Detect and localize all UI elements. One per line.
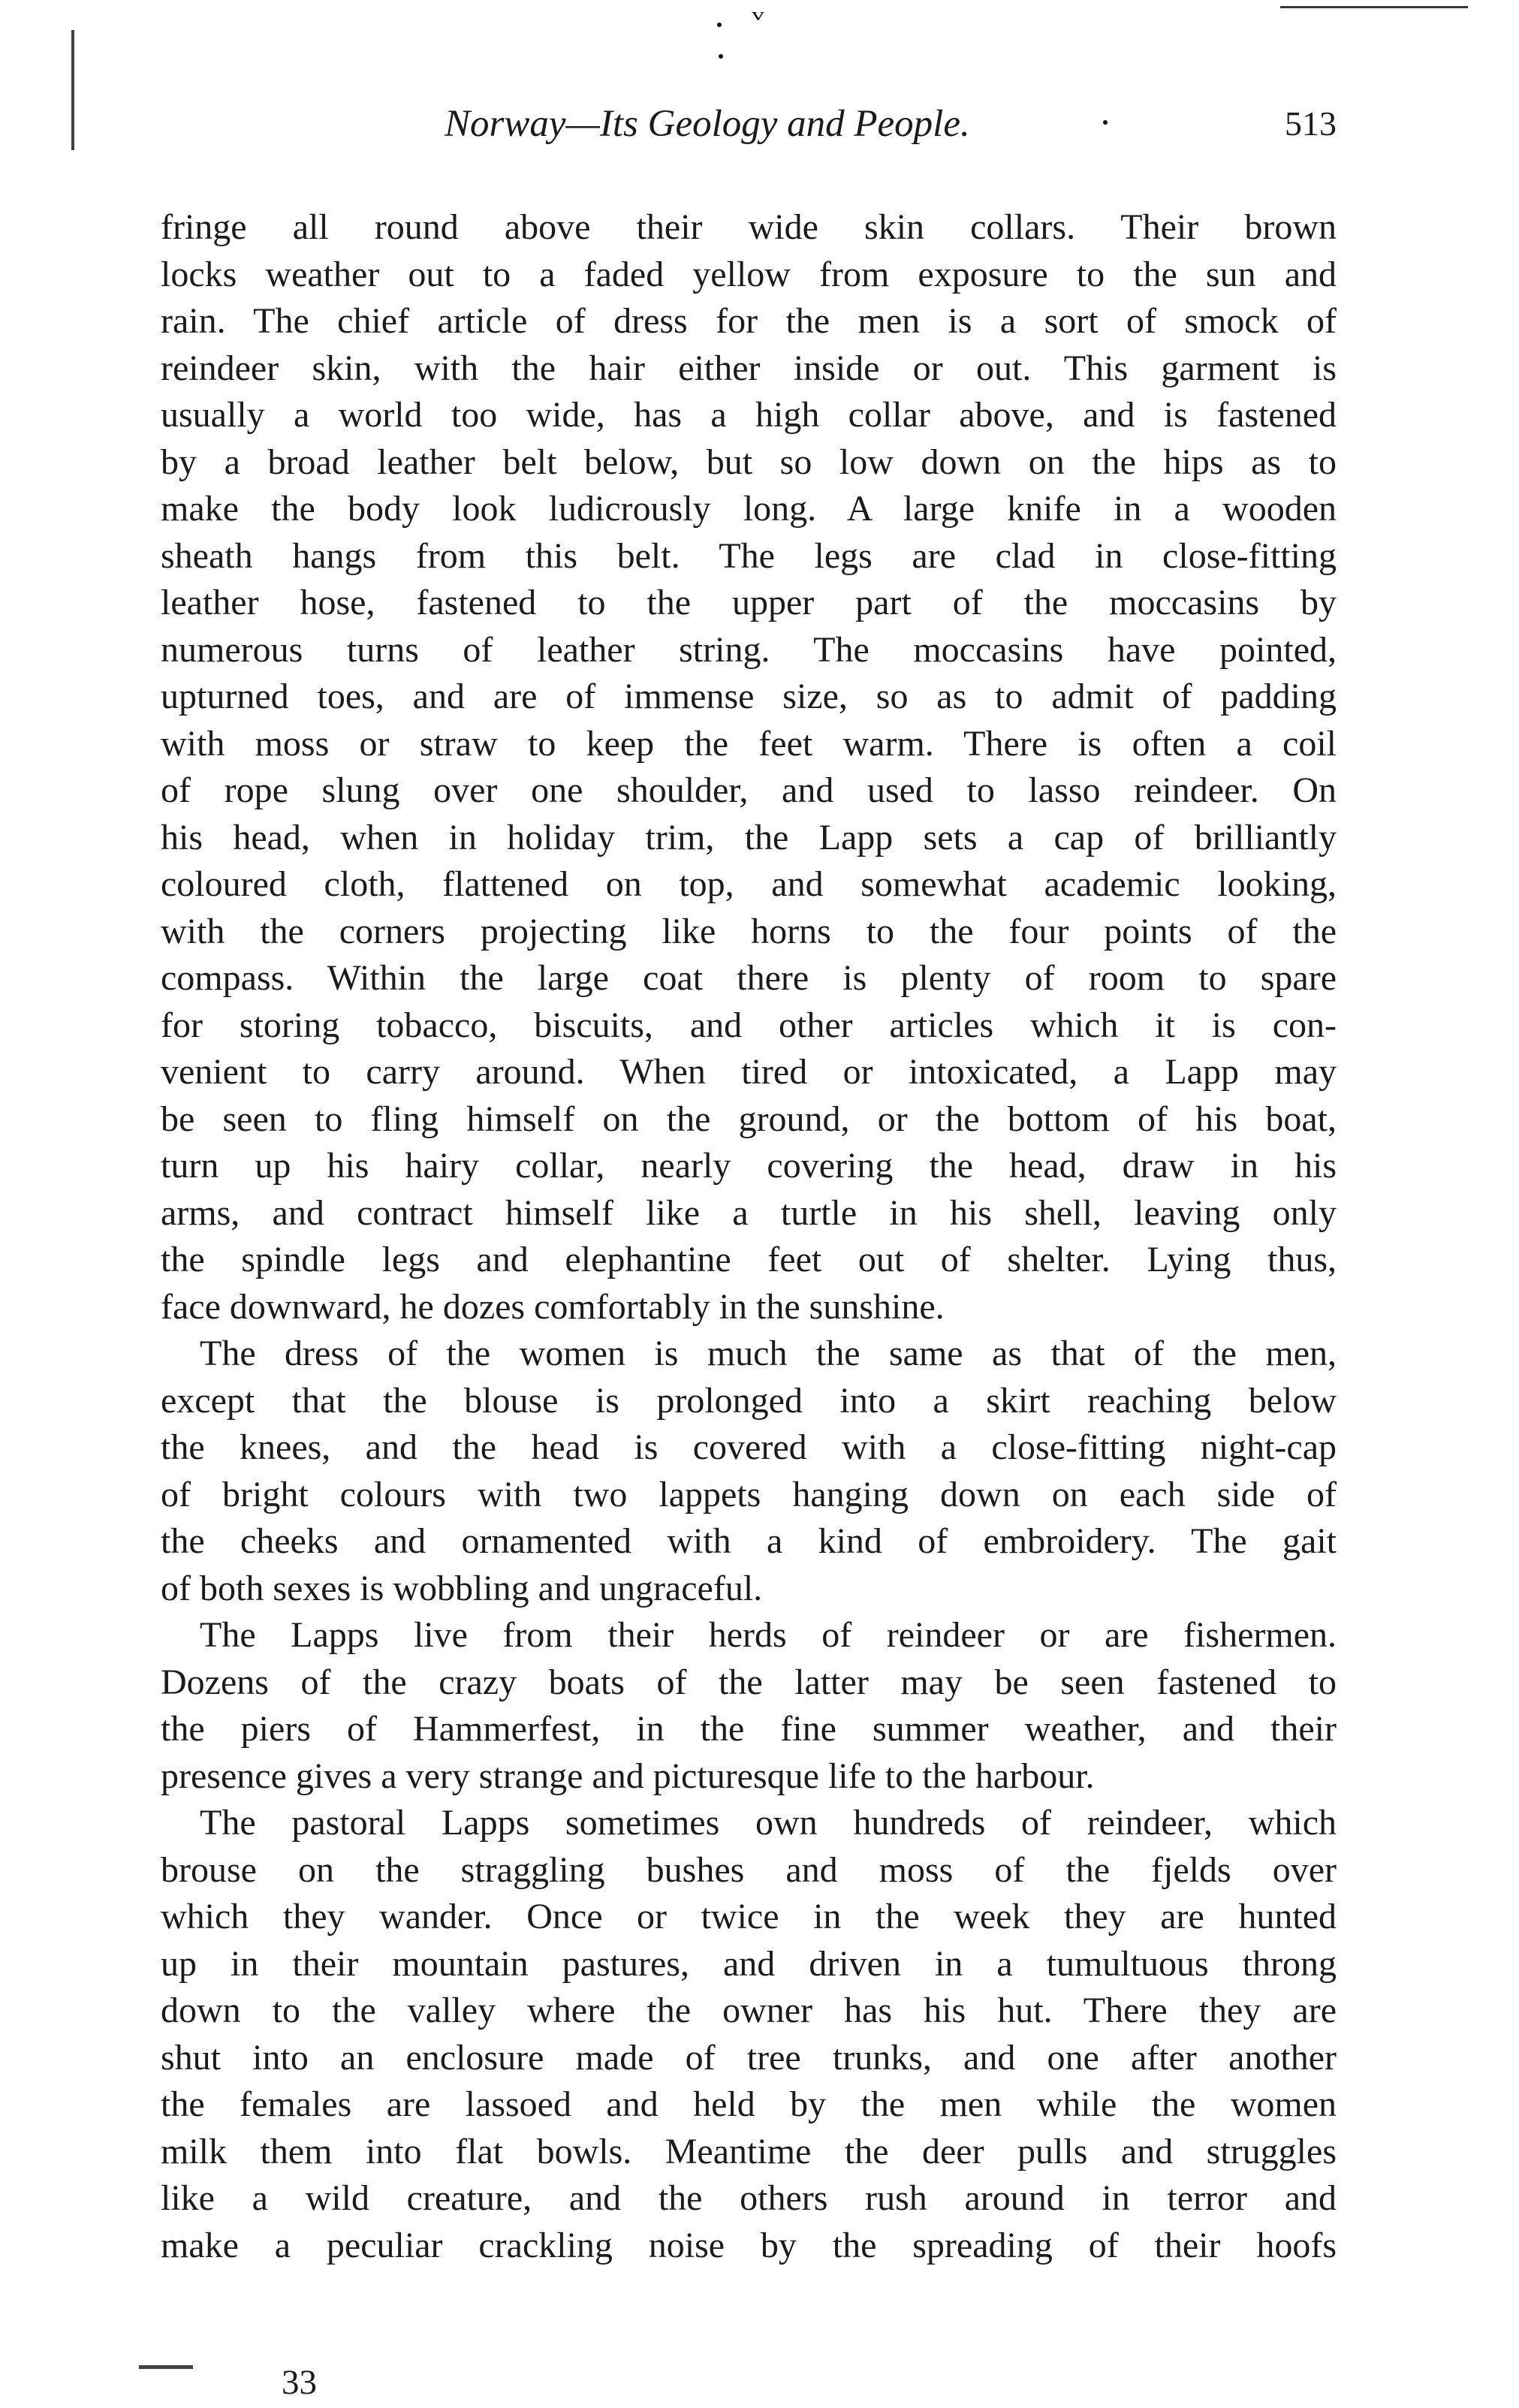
text-line: rain. The chief article of dress for the men is a sort of smock of <box>161 301 1337 341</box>
text-line: like a wild creature, and the others rush around in terror and <box>161 2178 1337 2218</box>
text-line: make a peculiar crackling noise by the spreading of their hoofs <box>161 2225 1337 2265</box>
text-line: which they wander. Once or twice in the week they are hunted <box>161 1897 1337 1936</box>
scan-top-right-rule <box>1280 6 1468 8</box>
text-line: make the body look ludicrously long. A large knife in a wooden <box>161 489 1337 529</box>
text-line: fringe all round above their wide skin collars. Their brown <box>161 207 1337 247</box>
text-line: of rope slung over one shoulder, and used to lasso reindeer. On <box>161 770 1337 810</box>
text-line: turn up his hairy collar, nearly covering the head, draw in his <box>161 1146 1337 1186</box>
text-line: up in their mountain pastures, and driven in a tumultuous throng <box>161 1943 1337 1984</box>
text-line: reindeer skin, with the hair either inside or out. This garment is <box>161 348 1337 388</box>
scan-bottom-left-rule <box>139 2365 193 2369</box>
scan-dot <box>717 23 722 27</box>
text-line: arms, and contract himself like a turtle in his shell, leaving only <box>161 1192 1337 1233</box>
scan-left-rule <box>71 30 74 150</box>
text-line: locks weather out to a faded yellow from exposure to the sun and <box>161 254 1337 294</box>
scan-dot <box>719 54 723 59</box>
text-line: of both sexes is wobbling and ungraceful. <box>161 1568 763 1608</box>
text-line: with the corners projecting like horns to the four points of the <box>161 911 1337 951</box>
running-head <box>161 90 1337 158</box>
text-line: the knees, and the head is covered with a close-fitting night-cap <box>161 1427 1337 1467</box>
text-line: The dress of the women is much the same as that of the men, <box>200 1334 1337 1373</box>
running-head-mark <box>1103 120 1108 125</box>
text-line: of bright colours with two lappets hanging down on each side of <box>161 1474 1337 1514</box>
text-line: down to the valley where the owner has his hut. There they are <box>161 1991 1337 2030</box>
paragraph <box>161 1800 1337 2269</box>
text-line: Dozens of the crazy boats of the latter may be seen fastened to <box>161 1662 1337 1702</box>
printer-mark: v <box>752 5 764 25</box>
text-line: the females are lassoed and held by the men while the women <box>161 2084 1337 2124</box>
page-body <box>161 204 1337 2269</box>
text-line: the piers of Hammerfest, in the fine summer weather, and their <box>161 1709 1337 1749</box>
text-line: usually a world too wide, has a high collar above, and is fastened <box>161 395 1337 435</box>
text-line: presence gives a very strange and picturesque life to the harbour. <box>161 1756 1095 1796</box>
text-line: The Lapps live from their herds of reindeer or are fishermen. <box>200 1615 1337 1655</box>
text-line: coloured cloth, flattened on top, and somewhat academic looking, <box>161 864 1337 904</box>
text-line: face downward, he dozes comfortably in the sunshine. <box>161 1286 945 1327</box>
text-line: by a broad leather belt below, but so low down on the hips as to <box>161 442 1337 482</box>
text-line: venient to carry around. When tired or intoxicated, a Lapp may <box>161 1052 1337 1092</box>
text-line: milk them into flat bowls. Meantime the deer pulls and struggles <box>161 2131 1337 2171</box>
text-line: the cheeks and ornamented with a kind of embroidery. The gait <box>161 1521 1337 1561</box>
signature-mark: 33 <box>282 2363 317 2402</box>
text-line: brouse on the straggling bushes and moss of the fjelds over <box>161 1849 1337 1890</box>
text-line: for storing tobacco, biscuits, and other articles which it is con- <box>161 1005 1337 1045</box>
text-line: the spindle legs and elephantine feet out of shelter. Lying thus, <box>161 1240 1337 1279</box>
text-line: his head, when in holiday trim, the Lapp sets a cap of brilliantly <box>161 817 1337 857</box>
text-line: with moss or straw to keep the feet warm. There is often a coil <box>161 723 1337 764</box>
text-line: except that the blouse is prolonged into a skirt reaching below <box>161 1380 1337 1421</box>
page-number: 513 <box>1285 104 1337 143</box>
book-page <box>161 90 1337 2402</box>
text-line: be seen to fling himself on the ground, or the bottom of his boat, <box>161 1099 1337 1139</box>
paragraph <box>161 204 1337 1331</box>
paragraph <box>161 1331 1337 1612</box>
text-line: sheath hangs from this belt. The legs are clad in close-fitting <box>161 535 1337 576</box>
text-line: The pastoral Lapps sometimes own hundreds of reindeer, which <box>200 1803 1337 1843</box>
text-line: shut into an enclosure made of tree trunks, and one after another <box>161 2037 1337 2078</box>
text-line: upturned toes, and are of immense size, so as to admit of padding <box>161 677 1337 716</box>
text-line: numerous turns of leather string. The moccasins have pointed, <box>161 629 1337 670</box>
paragraph <box>161 1612 1337 1800</box>
text-line: compass. Within the large coat there is plenty of room to spare <box>161 958 1337 998</box>
running-title: Norway—Its Geology and People. <box>445 103 970 145</box>
text-line: leather hose, fastened to the upper part of the moccasins by <box>161 583 1337 622</box>
